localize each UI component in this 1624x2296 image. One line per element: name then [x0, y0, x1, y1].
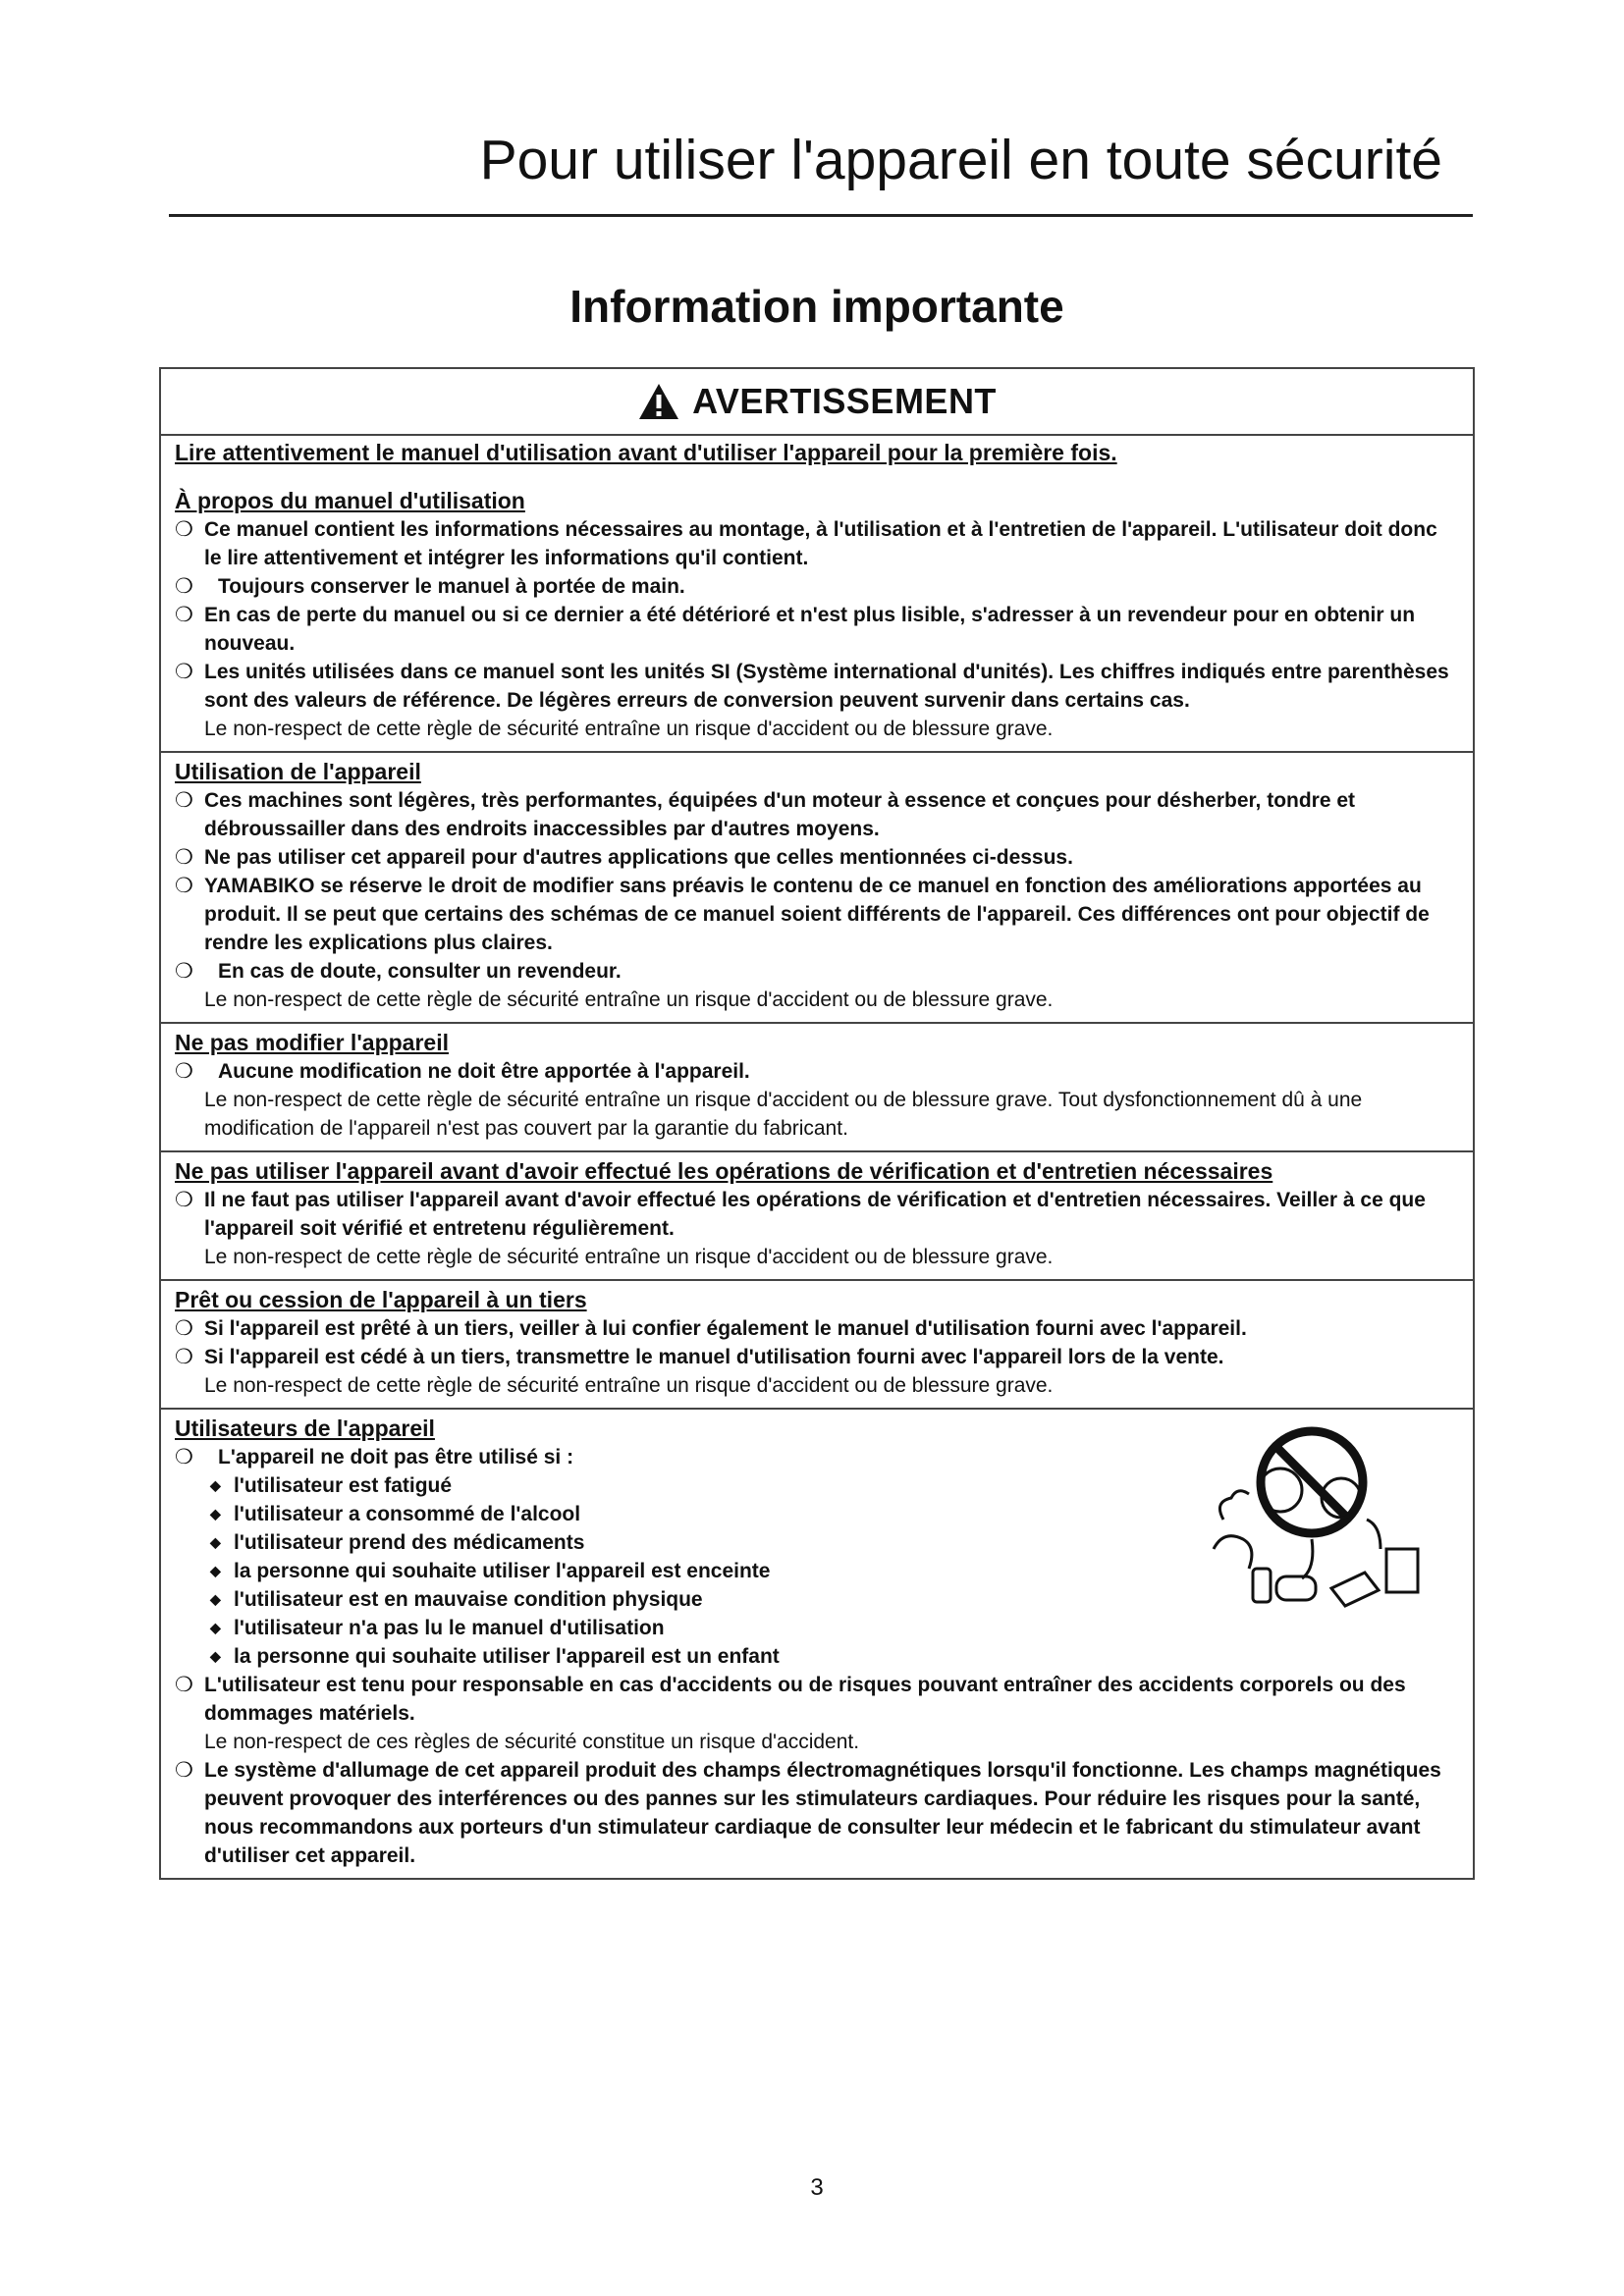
- list-item: ❍ En cas de doute, consulter un revendeur.: [175, 960, 622, 983]
- section-usage: [161, 753, 1473, 1024]
- section-title: À propos du manuel d'utilisation: [175, 488, 525, 513]
- warning-box: [159, 367, 1475, 1880]
- list-item: ❍ Si l'appareil est prêté à un tiers, veiller à lui confier également le manuel d'utilisation fourni avec l'appareil.: [175, 1317, 1247, 1340]
- section-title: Ne pas utiliser l'appareil avant d'avoir effectué les opérations de vérification et d'entretien nécessaires: [175, 1158, 1273, 1184]
- warning-triangle-icon: [637, 382, 680, 421]
- list-item: ❍ Il ne faut pas utiliser l'appareil avant d'avoir effectué les opérations de vérification et d'entretien nécessaires. Veiller à ce que l'appareil soit vérifié et entretenu régulièrement.: [175, 1189, 1426, 1240]
- bullet-item: ◆ l'utilisateur est en mauvaise condition physique: [210, 1588, 703, 1611]
- list-item: ❍ Le système d'allumage de cet appareil produit des champs électromagnétiques lorsqu'il fonctionne. Les champs magnétiques peuvent provoquer des interférences ou des pannes sur les stimulateurs cardiaques. Pour réduire les risques pour la santé, nous recommandons aux porteurs d'un stimulateur cardiaque de consulter leur médecin et le fabricant du stimulateur avant d'utiliser cet appareil.: [175, 1759, 1441, 1867]
- section-note: Le non-respect de ces règles de sécurité constitue un risque d'accident.: [204, 1731, 860, 1753]
- section-manual: [161, 482, 1473, 753]
- list-item: ❍ Toujours conserver le manuel à portée de main.: [175, 575, 685, 598]
- list-item: ❍ Les unités utilisées dans ce manuel sont les unités SI (Système international d'unités). Les chiffres indiqués entre parenthèses sont des valeurs de référence. De légères erreurs de conversion peuvent survenir dans certains cas.: [175, 661, 1449, 712]
- list-item: ❍ Ne pas utiliser cet appareil pour d'autres applications que celles mentionnées ci-dessus.: [175, 846, 1073, 869]
- list-item: ❍ Ce manuel contient les informations nécessaires au montage, à l'utilisation et à l'entretien de l'appareil. L'utilisateur doit donc le lire attentivement et intégrer les informations qu'il contient.: [175, 518, 1437, 569]
- title-divider: [169, 214, 1473, 217]
- section-note: Le non-respect de cette règle de sécurité entraîne un risque d'accident ou de blessure grave.: [204, 718, 1054, 740]
- list-item: ❍ L'utilisateur est tenu pour responsable en cas d'accidents ou de risques pouvant entraîner des accidents corporels ou des dommages matériels.: [175, 1674, 1406, 1725]
- bullet-item: ◆ la personne qui souhaite utiliser l'appareil est enceinte: [210, 1560, 771, 1582]
- bullet-item: ◆ la personne qui souhaite utiliser l'appareil est un enfant: [210, 1645, 780, 1668]
- list-item: ❍ YAMABIKO se réserve le droit de modifier sans préavis le contenu de ce manuel en fonction des améliorations apportées au produit. Il se peut que certains des schémas de ce manuel soient différents de l'appareil. Ces différences ont pour objectif de rendre les explications plus claires.: [175, 875, 1430, 954]
- page-number: 3: [810, 2174, 824, 2201]
- section-maintenance: [161, 1152, 1473, 1281]
- section-note: Le non-respect de cette règle de sécurité entraîne un risque d'accident ou de blessure grave.: [204, 988, 1054, 1011]
- bullet-item: ◆ l'utilisateur est fatigué: [210, 1474, 453, 1497]
- section-lending: [161, 1281, 1473, 1410]
- list-item: ❍ En cas de perte du manuel ou si ce dernier a été détérioré et n'est plus lisible, s'adresser à un revendeur pour en obtenir un nouveau.: [175, 604, 1416, 655]
- section-note: Le non-respect de cette règle de sécurité entraîne un risque d'accident ou de blessure grave. Tout dysfonctionnement dû à une modification de l'appareil n'est pas couvert par la garantie du fabricant.: [204, 1089, 1363, 1140]
- section-note: Le non-respect de cette règle de sécurité entraîne un risque d'accident ou de blessure grave.: [204, 1374, 1054, 1397]
- bullet-item: ◆ l'utilisateur n'a pas lu le manuel d'utilisation: [210, 1617, 665, 1639]
- warning-heading-text: AVERTISSEMENT: [692, 381, 997, 421]
- section-no-modify: [161, 1024, 1473, 1152]
- section-note: Le non-respect de cette règle de sécurité entraîne un risque d'accident ou de blessure grave.: [204, 1246, 1054, 1268]
- bullet-item: ◆ l'utilisateur prend des médicaments: [210, 1531, 585, 1554]
- warning-heading: [161, 369, 1473, 436]
- list-item: ❍ Ces machines sont légères, très performantes, équipées d'un moteur à essence et conçues pour désherber, tondre et débroussailler dans des endroits inaccessibles par d'autres moyens.: [175, 789, 1356, 840]
- section-title: Ne pas modifier l'appareil: [175, 1030, 449, 1055]
- page-title: Pour utiliser l'appareil en toute sécurité: [479, 129, 1442, 191]
- list-item: ❍ L'appareil ne doit pas être utilisé si :: [175, 1446, 574, 1468]
- section-users: [161, 1410, 1473, 1878]
- section-title: Prêt ou cession de l'appareil à un tiers: [175, 1287, 587, 1312]
- list-item: ❍ Si l'appareil est cédé à un tiers, transmettre le manuel d'utilisation fourni avec l'appareil lors de la vente.: [175, 1346, 1224, 1368]
- list-item: ❍ Aucune modification ne doit être apportée à l'appareil.: [175, 1060, 750, 1083]
- prohibited-conditions-illustration: [1194, 1421, 1439, 1628]
- warning-intro: Lire attentivement le manuel d'utilisation avant d'utiliser l'appareil pour la première fois.: [175, 440, 1117, 465]
- section-title: Utilisateurs de l'appareil: [175, 1415, 435, 1441]
- page-subtitle: Information importante: [569, 281, 1064, 332]
- section-title: Utilisation de l'appareil: [175, 759, 421, 784]
- bullet-item: ◆ l'utilisateur a consommé de l'alcool: [210, 1503, 581, 1525]
